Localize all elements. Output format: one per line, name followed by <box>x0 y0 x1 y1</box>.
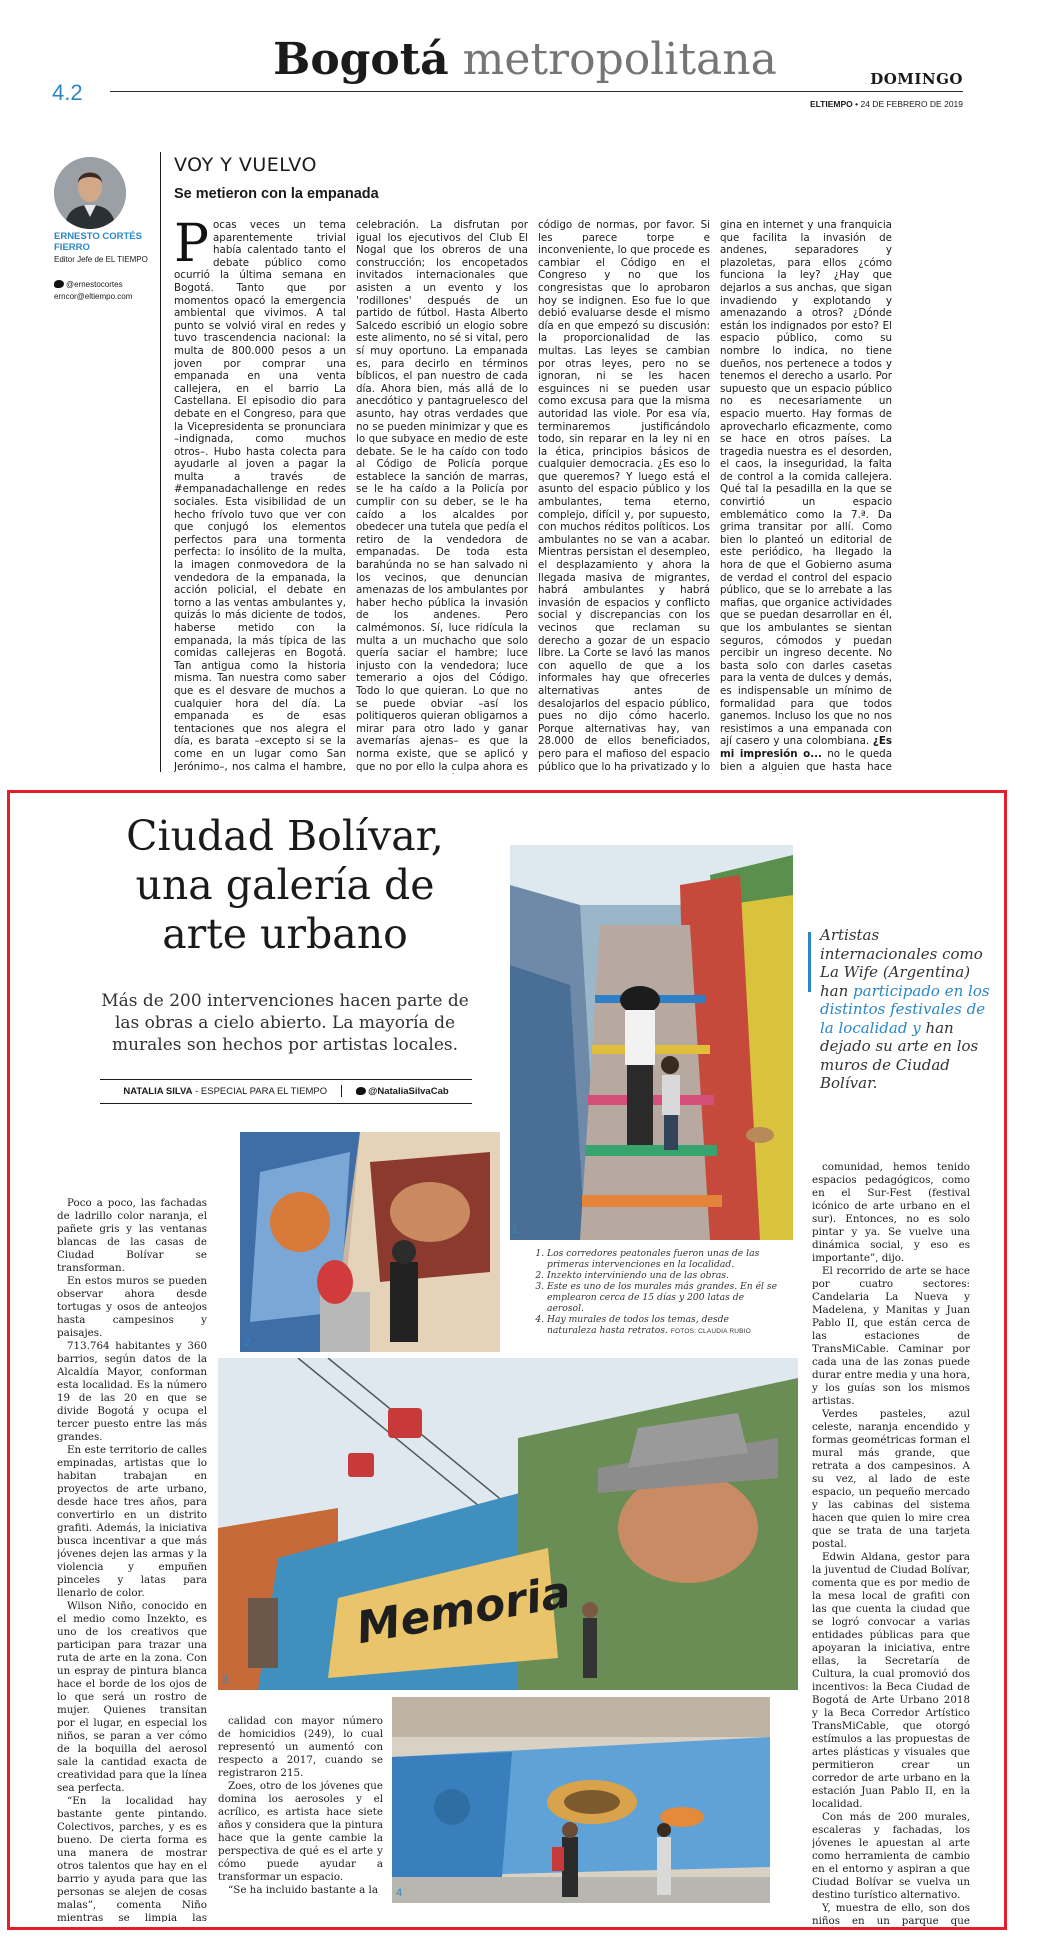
caption-4-text: Hay murales de todos los temas, desde naturaleza hasta retratos. <box>547 1314 729 1336</box>
column-kicker-text: no le queda bien a alguien que hasta hace <box>720 747 892 773</box>
twitter-icon <box>356 1087 366 1095</box>
feature-paragraph: Wilson Niño, conocido en el medio como Inzekto, es uno de los creativos que participan para trazar una ruta de arte en la zona. Con un espray de pintura blanca hace el borde de los ojos de lo que será un rostro de mujer. Quienes transitan por el lugar, en especial los niños, se paran a ver cómo de la boquilla del aerosol sale la cantidad exacta de creatividad para que la línea sea perfecta. <box>57 1600 207 1794</box>
feature-paragraph: Y, muestra de ello, son dos niños en un parque que <box>812 1902 970 1926</box>
paper-name: ELTIEMPO <box>809 99 853 109</box>
photo-number-2: 2 <box>244 1336 251 1348</box>
page-number: 4.2 <box>52 80 83 105</box>
column-text-1 <box>174 219 346 774</box>
feature-text-right <box>812 1161 970 1926</box>
author-email[interactable]: erncor@eltiempo.com <box>54 292 133 301</box>
feature-paragraph: calidad con mayor número de homicidios (249), lo cual representó un aumentó con respecto a 2017, cuando se registraron 215. <box>218 1715 383 1779</box>
caption-2: 2. Inzekto interviniendo una de las obras. <box>547 1270 780 1281</box>
caption-1: 1. Los corredores peatonales fueron unas de las primeras intervenciones en la localidad. <box>547 1248 780 1270</box>
artist-photo-illustration <box>240 1132 500 1352</box>
byline-rule-top <box>100 1079 472 1080</box>
caption-4 <box>547 1314 780 1336</box>
column-text-2: celebración. La disfrutan por igual los ejecutivos del Club El Nogal que los obreros de una construcción; los encopetados invitados internacionales que asisten a un evento y los 'rodillones' después de un partido de fútbol. Hasta Alberto Salcedo escribió un elogio sobre este alimento, no sé si vital, pero sí muy oportuno. La empanada es, para decirlo en términos bíblicos, el pan nuestro de cada día. Ahora bien, más allá de lo anecdótico y pantagruelesco del asunto, hay otras verdades que no se pueden minimizar y que es lo que subyace en medio de este debate. Se le ha caído con todo al Código de Policía porque establece la sanción de marras, se le ha caído a la Policía por cumplir con su deber, se le ha caído a los alcaldes por obedecer una tutela que pedía el retiro de la vendedora de empanadas. De toda esta barahúnda no se han salvado ni los vecinos, que denuncian amenazas de los ambulantes por haber hecho pública la invasión de los andenes. Pero calmémonos. Sí, luce ridícula la multa a un muchacho que solo quería saciar el hambre; luce injusto con la vendedora; luce temerario a ojos del Código. Todo lo que quieran. Lo que no se puede obviar –así los politiqueros quieran obligarnos a mirar para otro lado y ganar avemarías ajenas– es que la norma existe, que se aplicó y que no por ello la culpa ahora es <box>356 219 528 773</box>
issue-date: 24 DE FEBRERO DE 2019 <box>860 99 963 109</box>
dateline: ELTIEMPO • 24 DE FEBRERO DE 2019 <box>809 99 963 109</box>
author-twitter-handle: @ernestocortes <box>66 280 123 289</box>
stairway-photo-illustration <box>510 845 793 1240</box>
masthead-title-section: metropolitana <box>462 34 777 85</box>
dropcap: P <box>174 219 209 274</box>
column-title: Se metieron con la empanada <box>174 186 379 202</box>
masthead-day: DOMINGO <box>870 70 963 88</box>
photo-mural-ocean <box>392 1697 770 1903</box>
photo-number-3: 3 <box>222 1674 229 1686</box>
byline-separator <box>341 1085 342 1097</box>
feature-paragraph: Zoes, otro de los jóvenes que domina los aerosoles y el acrílico, es artista hace siete años y considera que la pintura hace que la gente cambie la perspectiva de qué es el arte y cómo puede ayudar a transformar un espacio. <box>218 1780 383 1883</box>
feature-headline: Ciudad Bolívar, una galería de arte urbano <box>126 812 444 958</box>
caption-3: 3. Este es uno de los murales más grandes. En él se emplearon cerca de 15 días y 200 latas de aerosol. <box>547 1281 780 1314</box>
feature-paragraph: Poco a poco, las fachadas de ladrillo color naranja, el pañete gris y las ventanas blancas de las casas de Ciudad Bolívar se transforman. <box>57 1197 207 1274</box>
byline-affiliation: - ESPECIAL PARA EL TIEMPO <box>195 1085 328 1097</box>
author-name: ERNESTO CORTÉS FIERRO <box>54 231 142 253</box>
column-kicker: ¿Es mi impresión o... <box>720 735 892 760</box>
column-text-4-body: gina en internet y una franquicia que facilita la invasión de andenes, separadores y plazoletas, para ellos ¿cómo funciona la ley? ¿Hay que dejarlos a sus anchas, que sigan invadiendo y explotando y amenazando a otros? ¿Dónde están los indignados por esto? El espacio público, como su nombre lo indica, no tiene dueños, nos pertenece a todos y tenemos el derecho a usarlo. Por supuesto que un espacio público no es necesariamente un espacio muerto. Hay formas de aprovecharlo eficazmente, como se hace en otros países. La tragedia nuestra es el desorden, el caos, la inseguridad, la falta de control a la comida callejera. Qué tal la pesadilla en la que se convirtió un espacio emblemático como la 7.ª. Da grima transitar por allí. Como bien lo planteó un editorial de este periódico, ha llegado la hora de que el Gobierno asuma de verdad el control del espacio público, que se lo arrebate a las mafias, que organice actividades que se puedan desarrollar en él, que los ambulantes se sientan seguros, cómodos y puedan percibir un ingreso decente. No basta solo con darles casetas para la venta de dulces y demás, es indispensable un mínimo de formalidad para que todos ganemos. Incluso los que no nos resistimos a una empanada con ají casero y una colombiana. <box>720 219 892 748</box>
feature-paragraph: comunidad, hemos tenido espacios pedagógicos, como en el Sur-Fest (festival icónico de arte urbano en el sur). Entonces, no es solo pintar y ya. Se vuelve una dinámica social, y eso es importante”, dijo. <box>812 1161 970 1264</box>
photo-stairway <box>510 845 793 1240</box>
ocean-mural-photo-illustration <box>392 1697 770 1903</box>
author-portrait-icon <box>54 157 126 229</box>
column-text-3: código de normas, por favor. Si les parece torpe e inconveniente, lo que procede es cambiar el Código en el Congreso y no que los congresistas que lo aprobaron hoy se indignen. Eso fue lo que debió evaluarse desde el mismo día en que empezó su discusión: la proporcionalidad de las multas. Las leyes se cambian por otras leyes, pero no se ignoran, ni se les hacen esguinces ni se pueden usar como excusa para que la misma autoridad las viole. Por esa vía, terminaremos justificándolo todo, sin reparar en la ley ni en la ética, principios básicos de cualquier democracia. ¿Es eso lo que queremos? Y luego está el asunto del espacio público y los ambulantes, tema eterno, complejo, difícil y, por supuesto, con muchos réditos políticos. Los ambulantes no se van a acabar. Mientras persistan el desempleo, el desplazamiento y ahora la llegada masiva de migrantes, habrá ambulantes y habrá invasión de espacios y conflicto social y discrepancias con los vecinos que reclaman su derecho a gozar de un espacio libre. La Corte se lavó las manos con aquello de que a los informales hay que ofrecerles alternativas antes de desalojarlos del espacio público, pues no dijo cómo hacerlo. Porque alternativas hay, van 28.000 de ellos beneficiados, pero para el mafioso del espacio público que lo ha privatizado y lo <box>538 219 710 773</box>
pullquote-part-2: participado en los distintos festivales de la localidad y <box>820 981 990 1037</box>
pullquote-part-1: Artistas internacionales como La Wife (Argentina) han <box>820 926 983 1000</box>
feature-paragraph: Con más de 200 murales, escaleras y fachadas, los jóvenes le apuestan al arte como herramienta de cambio en el entorno y aspiran a que Ciudad Bolívar se vuelva un destino turístico alternativo. <box>812 1811 970 1901</box>
feature-deck: Más de 200 intervenciones hacen parte de las obras a cielo abierto. La mayoría de murales son hechos por artistas locales. <box>101 991 469 1055</box>
feature-paragraph: En estos muros se pueden observar ahora desde tortugas y osos de anteojos hasta campesinos y paisajes. <box>57 1275 207 1339</box>
byline-name: NATALIA SILVA <box>123 1085 193 1097</box>
masthead-title-city: Bogotá <box>273 34 449 85</box>
column-section-head: VOY Y VUELVO <box>174 154 317 176</box>
feature-paragraph: “En la localidad hay bastante gente pintando. Colectivos, parches, y es es bueno. De cierta forma es una manera de mostrar otros talentos que hay en el barrio y ayuda para que las personas se alejen de cosas malas”, comenta Niño mientras se limpia las <box>57 1795 207 1922</box>
feature-paragraph: 713.764 habitantes y 360 barrios, según datos de la Alcaldía Mayor, conforman esta localidad. Es la número 19 de las 20 en que se divide Bogotá y ocupa el tercer puesto entre las más grandes. <box>57 1340 207 1443</box>
photo-artist <box>240 1132 500 1352</box>
feature-text-left <box>57 1197 207 1922</box>
feature-paragraph: “Se ha incluido bastante a la <box>228 1884 378 1896</box>
feature-paragraph: Verdes pasteles, azul celeste, naranja encendido y formas geométricas forman el mural más grande, que retrata a dos campesinos. A su vez, al lado de este espacio, un pequeño mercado y las cabinas del sistema hacen que quien lo mire crea que se trata de una tarjeta postal. <box>812 1408 970 1550</box>
twitter-icon <box>54 280 64 288</box>
feature-paragraph: El recorrido de arte se hace por cuatro sectores: Candelaria La Nueva y Madelena, y Manitas y Juan Pablo II, que están cerca de las estaciones de TransMiCable. Caminar por cada una de las zonas puede durar entre media y una hora, y los guías son los mismos artistas. <box>812 1265 970 1407</box>
column-text-4 <box>720 219 892 774</box>
column-divider <box>160 152 161 772</box>
photo-captions <box>535 1248 780 1336</box>
photo-credit: FOTOS: CLAUDIA RUBIO <box>670 1328 751 1335</box>
column-text-1-body: ocas veces un tema aparentemente trivial había calentado tanto el debate público como ocurrió la última semana en Bogotá. Tanto que por momentos opacó la emergencia ambiental que vivimos. A tal punto se volvió viral en redes y tuvo trascendencia nacional: la multa de 800.000 pesos a un joven por comprar una empanada en una venta callejera, en el barrio La Castellana. El episodio dio para debate en el Congreso, para que la Vicepresidenta se pronunciara –indignada, como muchos otros–. Hubo hasta colecta para ayudarle al joven a pagar la multa a través de #empanadachallenge en redes sociales. Esta visibilidad de un hecho frívolo tuvo que ver con que conjugó los elementos perfectos para una tormenta perfecta: lo insólito de la multa, la imagen conmovedora de la vendedora de la empanada, la acción policial, el debate en torno a las ventas ambulantes y, quizás lo más diciente de todos, haberse metido con la empanada, la más típica de las comidas callejeras en Bogotá. Tan antigua como la historia misma. Tan nuestra como saber que es el desvare de muchos a cualquier hora del día. La empanada es de esas tentaciones que nos alegra el día, es barata –excepto si se la come en un lugar como San Jerónimo–, nos calma el hambre, <box>174 219 346 773</box>
photo-mural-campesinos <box>218 1358 798 1690</box>
author-avatar <box>54 157 126 229</box>
feature-text-middle <box>218 1715 383 1930</box>
mural-word: Memoria <box>352 1566 575 1655</box>
photo-number-1: 1 <box>512 1224 519 1236</box>
photo-number-4: 4 <box>396 1887 403 1899</box>
pullquote-accent <box>808 932 811 992</box>
byline-rule-bottom <box>100 1103 472 1104</box>
feature-paragraph: En este territorio de calles empinadas, artistas que lo habitan trabajan en proyectos de arte urbano, desde hace tres años, para convertirlo en un distrito grafiti. Además, la iniciativa busca incentivar a que más jóvenes dejen las armas y la violencia y empuñen pinceles y latas para llenarlo de color. <box>57 1444 207 1599</box>
author-role: Editor Jefe de EL TIEMPO <box>54 255 148 264</box>
mural-photo-illustration <box>218 1358 798 1690</box>
byline <box>100 1085 472 1097</box>
pullquote <box>820 926 990 1093</box>
masthead-rule <box>110 91 963 92</box>
author-twitter[interactable] <box>54 279 154 290</box>
feature-paragraph: Edwin Aldana, gestor para la juventud de Ciudad Bolívar, comenta que es por medio de la mesa local de grafiti con las que cuenta la ciudad que se logró convocar a varias entidades públicas para que apoyaran la iniciativa, entre ellas, la Secretaría de Cultura, la cual promovió dos incentivos: la Beca Ciudad de Bogotá de Arte Urbano 2018 y la Beca Corredor Artístico TransMiCable, que otorgó estímulos a las propuestas de artes plásticas y visuales que permitieron crear un corredor de arte urbano en la estación Juan Pablo II, en la localidad. <box>812 1551 970 1810</box>
byline-twitter[interactable]: @NataliaSilvaCab <box>368 1085 449 1097</box>
pullquote-part-3: han dejado su arte en los muros de Ciudad Bolívar. <box>820 1018 979 1092</box>
